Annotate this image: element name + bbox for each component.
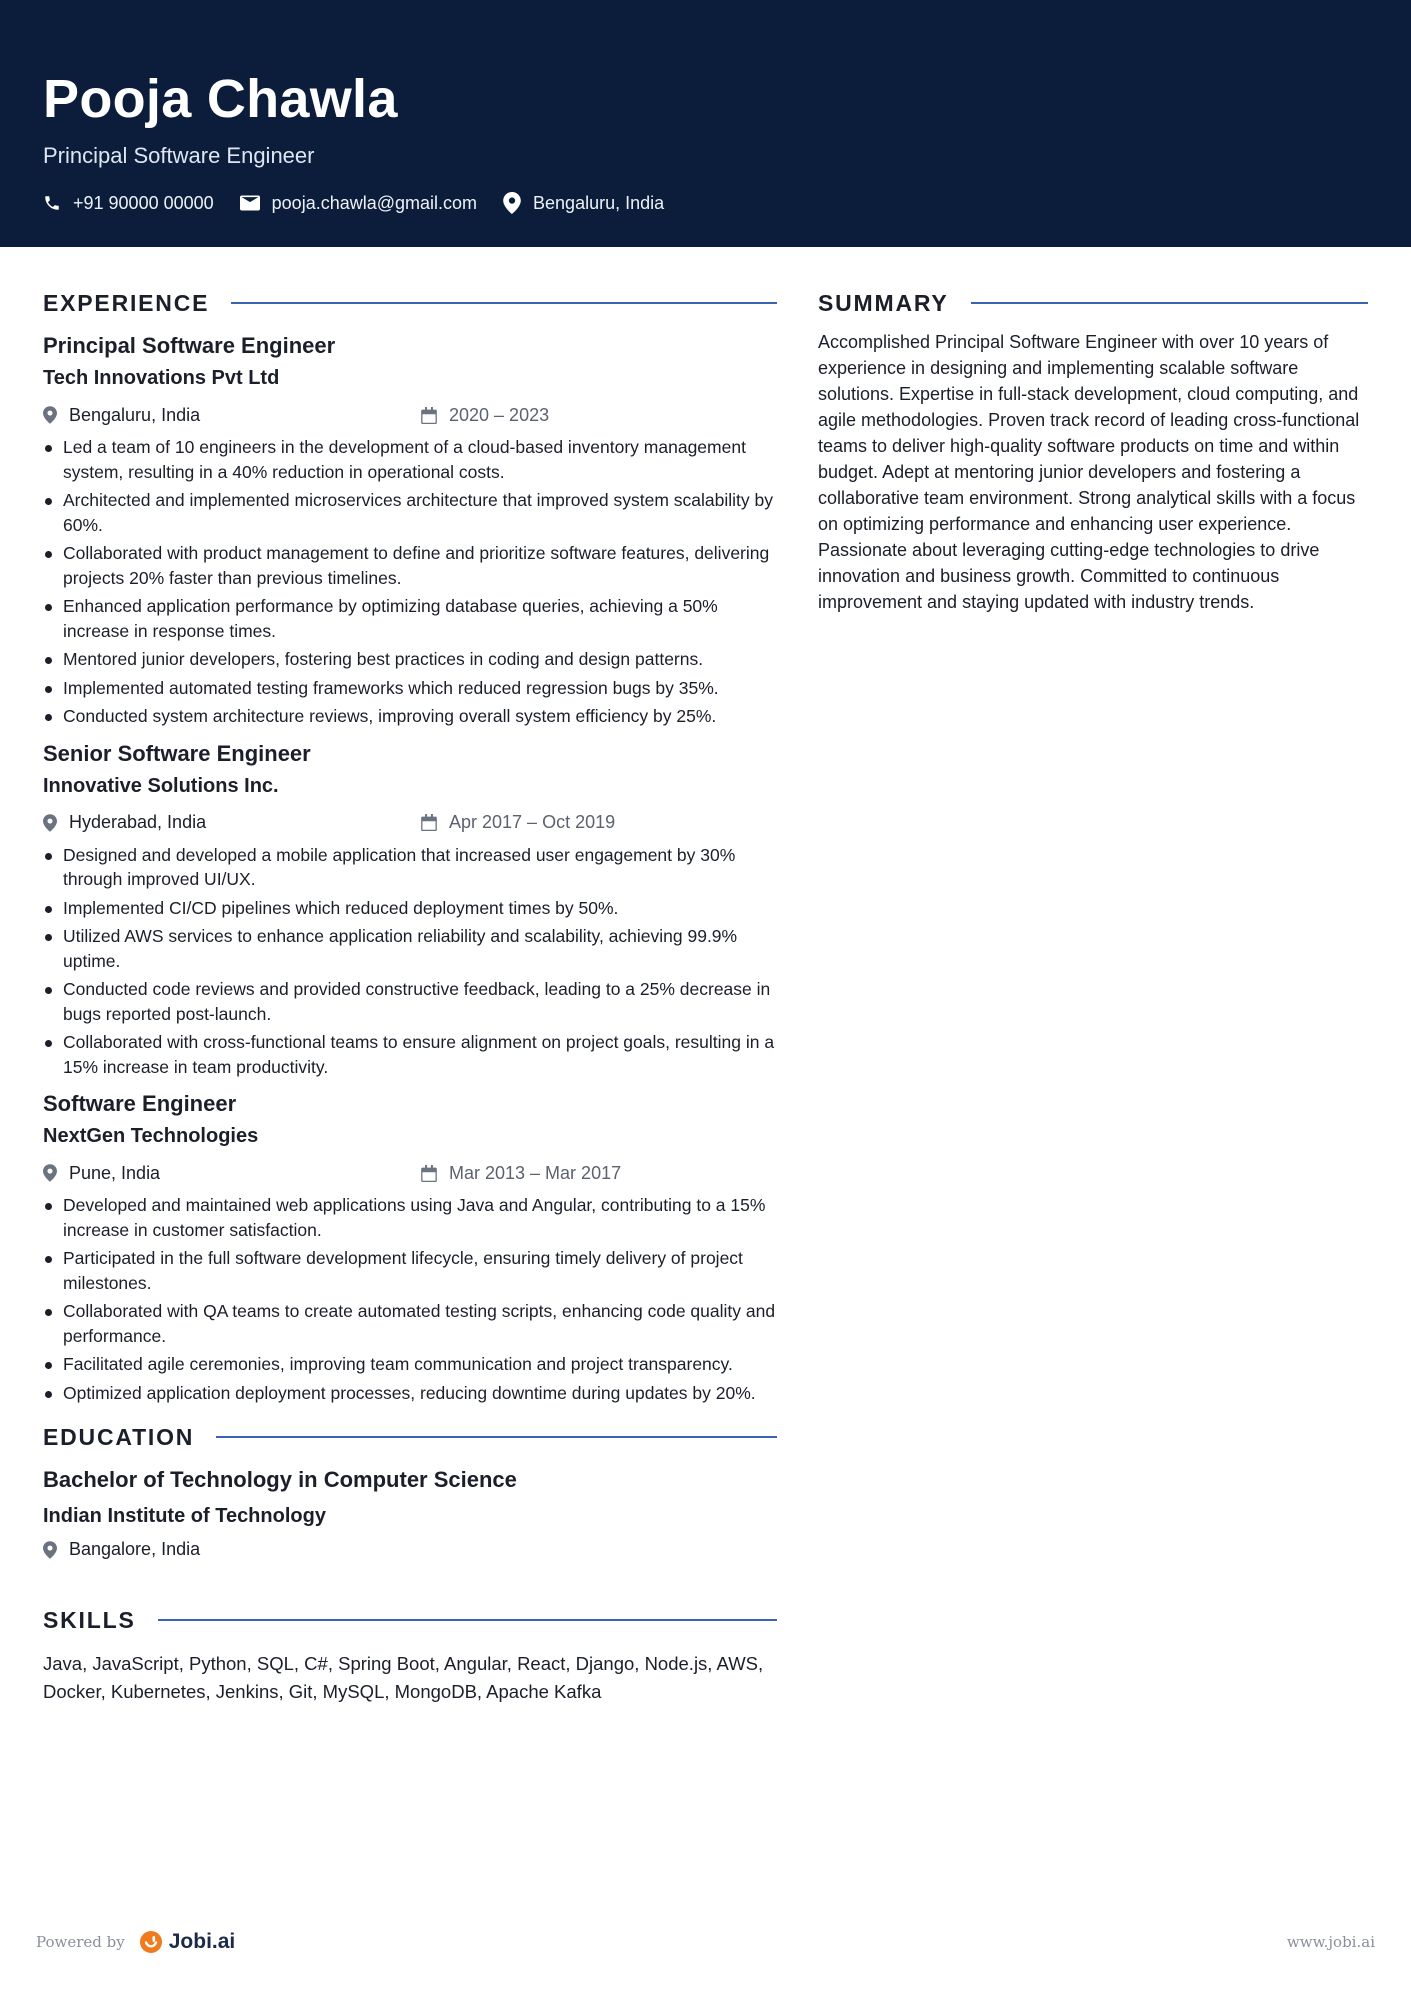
job-location-text: Pune, India (69, 1162, 161, 1183)
contact-location (503, 192, 664, 214)
job-title: Principal Software Engineer (43, 333, 336, 358)
job-dates (421, 405, 549, 426)
contact-bar (43, 192, 690, 214)
job-entry (43, 1089, 777, 1405)
bullet-item: Collaborated with product management to define and prioritize software features, delivering projects 20% faster than previous timelines. (43, 541, 777, 590)
summary-text: Accomplished Principal Software Engineer with over 10 years of experience in designing and implementing scalable software solutions. Expertise in full-stack development, cloud computing, and agile methodologies. Proven track record of leading cross-functional teams to deliver high-quality software products on time and within budget. Adept at mentoring junior developers and fostering a collaborative team environment. Strong analytical skills with a focus on optimizing performance and enhancing user experience. Passionate about leveraging cutting-edge technologies to drive innovation and business growth. Committed to continuous improvement and staying updated with industry trends. (818, 332, 1360, 612)
job-bullets (43, 435, 777, 729)
company-name: Innovative Solutions Inc. (43, 774, 279, 797)
email-text: pooja.chawla@gmail.com (271, 192, 478, 213)
bullet-item: Mentored junior developers, fostering best practices in coding and design patterns. (43, 647, 777, 672)
job-location-text: Hyderabad, India (69, 812, 207, 832)
map-pin-icon (43, 1164, 57, 1182)
skills-title: SKILLS (43, 1606, 136, 1633)
experience-heading (43, 285, 777, 321)
bullet-item: Optimized application deployment processes, reducing downtime during updates by 20%. (43, 1381, 777, 1406)
bullet-item: Enhanced application performance by optimizing database queries, achieving a 50% increase in response times. (43, 594, 777, 643)
map-pin-icon (503, 192, 521, 214)
bullet-item: Conducted system architecture reviews, improving overall system efficiency by 25%. (43, 704, 777, 729)
section-divider (158, 1619, 777, 1621)
right-column (818, 285, 1368, 615)
bullet-item: Implemented CI/CD pipelines which reduced deployment times by 50%. (43, 896, 777, 921)
job-location-text: Bengaluru, India (69, 404, 201, 425)
job-bullets (43, 843, 777, 1080)
candidate-title: Principal Software Engineer (43, 143, 315, 168)
skills-list: Java, JavaScript, Python, SQL, C#, Spring Boot, Angular, React, Django, Node.js, AWS, Docker, Kubernetes, Jenkins, Git, MySQL, MongoDB, Apache Kafka (43, 1653, 764, 1702)
map-pin-icon (43, 1541, 57, 1559)
bullet-item: Led a team of 10 engineers in the development of a cloud-based inventory management system, resulting in a 40% reduction in operational costs. (43, 435, 777, 484)
logo-text: Jobi.ai (168, 1930, 236, 1953)
job-entry (43, 739, 777, 1080)
bullet-item: Developed and maintained web applications using Java and Angular, contributing to a 15% increase in customer satisfaction. (43, 1193, 777, 1242)
bullet-item: Participated in the full software development lifecycle, ensuring timely delivery of project milestones. (43, 1246, 777, 1295)
education-title: EDUCATION (43, 1423, 195, 1450)
footer-website[interactable]: www.jobi.ai (1286, 1933, 1375, 1951)
job-dates (421, 1163, 621, 1184)
candidate-name: Pooja Chawla (43, 69, 398, 129)
bullet-item: Utilized AWS services to enhance application reliability and scalability, achieving 99.9% uptime. (43, 924, 777, 973)
education-location-text: Bangalore, India (69, 1539, 201, 1559)
job-dates (421, 812, 615, 833)
calendar-icon (421, 407, 437, 424)
calendar-icon (421, 814, 437, 831)
skills-heading (43, 1602, 777, 1638)
job-title: Senior Software Engineer (43, 740, 311, 766)
resume-header (0, 0, 1411, 247)
education-degree: Bachelor of Technology in Computer Science (43, 1467, 517, 1492)
job-meta (43, 811, 777, 835)
contact-phone[interactable] (43, 193, 214, 214)
contact-email[interactable] (240, 193, 477, 214)
section-divider (216, 1436, 777, 1438)
section-divider (971, 302, 1368, 304)
bullet-item: Architected and implemented microservices architecture that improved system scalability by 60%. (43, 488, 777, 537)
education-location (43, 1539, 777, 1560)
job-meta (43, 1161, 777, 1185)
jobi-logo-icon (139, 1930, 163, 1954)
company-name: Tech Innovations Pvt Ltd (43, 367, 280, 389)
company-name: NextGen Technologies (43, 1125, 259, 1147)
bullet-item: Collaborated with QA teams to create automated testing scripts, enhancing code quality and performance. (43, 1299, 777, 1348)
job-title: Software Engineer (43, 1091, 237, 1116)
jobi-logo[interactable] (139, 1930, 236, 1954)
bullet-item: Implemented automated testing frameworks which reduced regression bugs by 35%. (43, 676, 777, 701)
job-bullets (43, 1193, 777, 1405)
map-pin-icon (43, 406, 57, 424)
bullet-item: Designed and developed a mobile application that increased user engagement by 30% through improved UI/UX. (43, 843, 777, 892)
phone-icon (43, 194, 61, 212)
powered-by-text: Powered by (36, 1933, 125, 1951)
education-school: Indian Institute of Technology (43, 1505, 326, 1527)
section-divider (231, 302, 777, 304)
job-dates-text: Apr 2017 – Oct 2019 (449, 812, 616, 832)
location-text: Bengaluru, India (533, 192, 665, 213)
job-location (43, 812, 421, 833)
bullet-item: Facilitated agile ceremonies, improving team communication and project transparency. (43, 1352, 777, 1377)
summary-heading (818, 285, 1368, 321)
bullet-item: Conducted code reviews and provided constructive feedback, leading to a 25% decrease in bugs reported post-launch. (43, 977, 777, 1026)
calendar-icon (421, 1165, 437, 1182)
job-dates-text: Mar 2013 – Mar 2017 (449, 1162, 622, 1183)
job-location (43, 1163, 421, 1184)
experience-title: EXPERIENCE (43, 289, 210, 316)
bullet-item: Collaborated with cross-functional teams to ensure alignment on project goals, resulting in a 15% increase in team productivity. (43, 1030, 777, 1079)
envelope-icon (240, 195, 260, 211)
footer-branding (36, 1930, 235, 1954)
map-pin-icon (43, 814, 57, 832)
phone-text: +91 90000 00000 (73, 192, 214, 213)
education-entry (43, 1465, 777, 1560)
left-column (43, 285, 777, 1706)
education-heading (43, 1419, 777, 1455)
job-meta (43, 403, 777, 427)
job-dates-text: 2020 – 2023 (449, 404, 550, 425)
job-location (43, 405, 421, 426)
summary-title: SUMMARY (818, 289, 949, 316)
job-entry (43, 331, 777, 729)
